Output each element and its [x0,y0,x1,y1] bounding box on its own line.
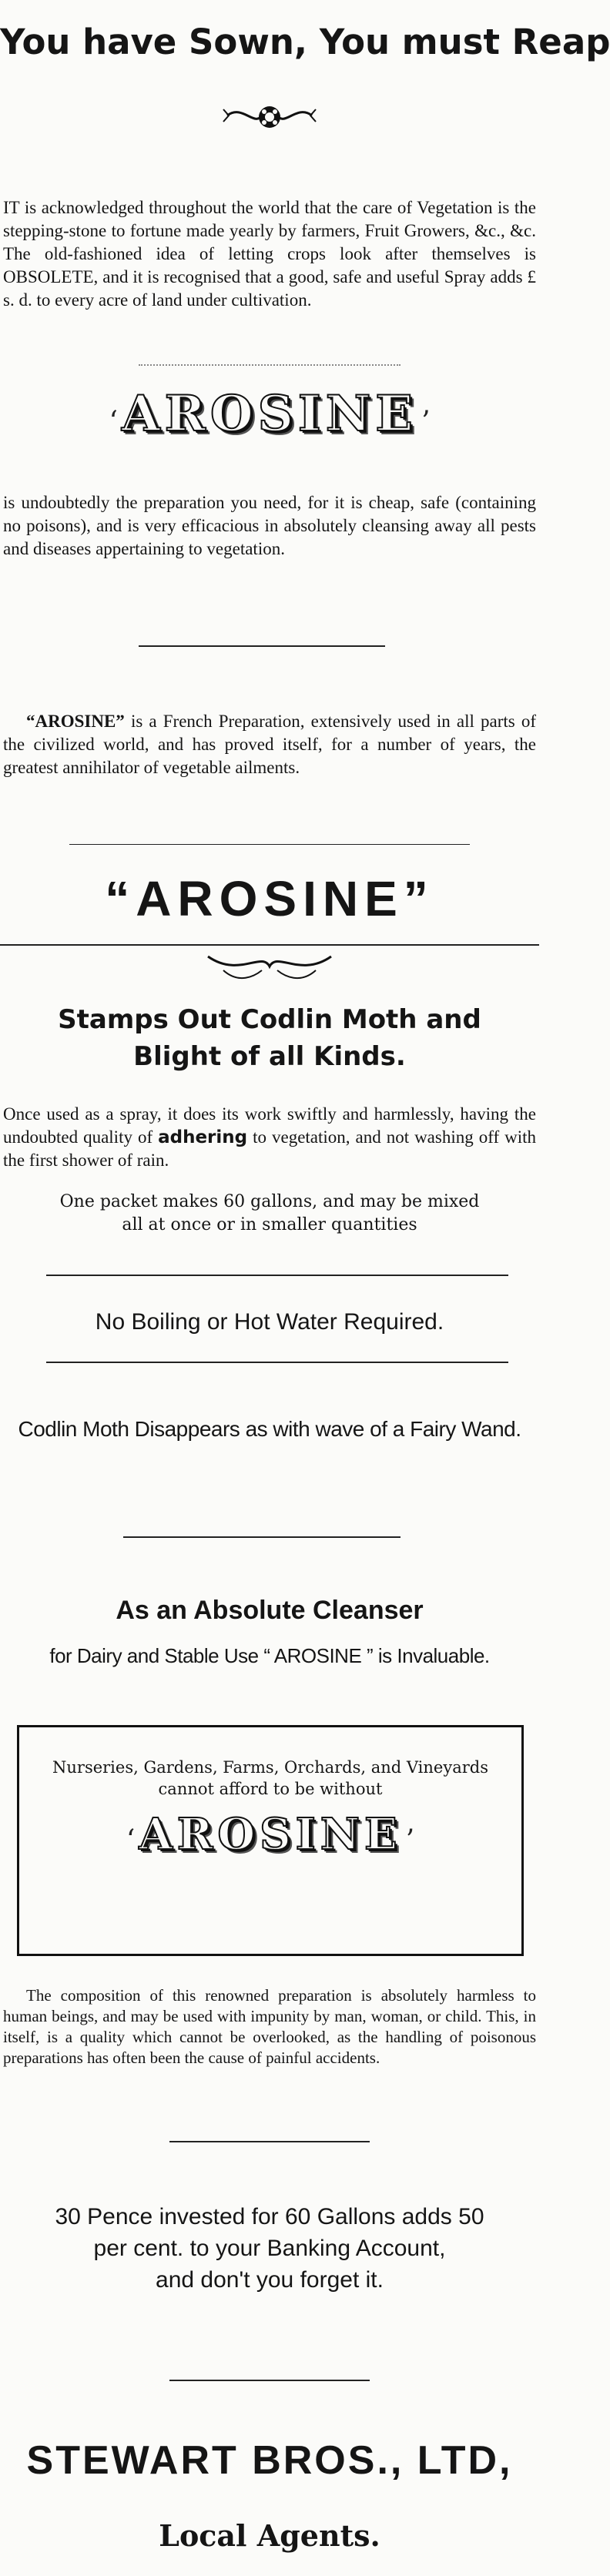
dairy-stable-line: for Dairy and Stable Use “ AROSINE ” is Invaluable. [49,1644,490,1667]
brand-logo-box: ‘ AROSINE ’ [126,1809,415,1860]
paragraph-composition: The composition of this renowned preparation is absolutely harmless to human beings, and may be used with impunity by man, woman, or child. This, in itself, is a quality which cannot be overlooked, as the handling of poisonous preparations has often been the cause of painful accidents. [3,1986,536,2067]
paragraph-french-preparation: “AROSINE” is a French Preparation, extensively used in all parts of the civilized world, and has proved itself, for a number of years, the greatest annihilator of vegetable ailments. [3,712,536,777]
intro-paragraph: IT is acknowledged throughout the world that the care of Vegetation is the stepping-stone to fortune made yearly by farmers, Fruit Growers, &c., &c. The old-fashioned idea of letting crops look after themselves is OBSOLETE, and it is recognised that a good, safe and useful Spray adds £ s. d. to every acre of land under cultivation. [3,198,536,310]
brand-name: AROSINE [139,1809,402,1860]
paragraph-spray: Once used as a spray, it does its work swiftly and harmlessly, having the undoubted quality of adhering to vegetation, and not washing off with the first shower of rain. [3,1104,536,1170]
nurseries-box [17,1725,524,1956]
absolute-cleanser-heading: As an Absolute Cleanser [116,1596,424,1625]
stamps-out-heading: Stamps Out Codlin Moth and Blight of all Kinds. [58,1004,481,1072]
divider [169,2141,370,2142]
agent-name: STEWART BROS., LTD, [26,2438,513,2483]
pence-line-3: and don't you forget it. [156,2267,384,2293]
no-boiling-line: No Boiling or Hot Water Required. [95,1309,444,1335]
agent-role: Local Agents. [159,2518,380,2553]
divider [46,1362,508,1363]
divider [139,364,401,366]
pence-line-2: per cent. to your Banking Account, [93,2236,446,2261]
box-line-1: Nurseries, Gardens, Farms, Orchards, and Vineyards [52,1758,488,1777]
divider [123,1536,401,1538]
divider [69,844,470,845]
paragraph-cheap-safe: is undoubtedly the preparation you need, for it is cheap, safe (containing no poisons), and is very efficacious in absolutely cleansing away all pests and diseases appertaining to vegetation. [3,493,536,558]
flourish-icon [193,947,347,986]
box-line-2: cannot afford to be without [158,1780,383,1798]
brand-heading: “AROSINE” [105,871,434,926]
packet-line-2: all at once or in smaller quantities [122,1215,417,1234]
codlin-moth-line: Codlin Moth Disappears as with wave of a Fairy Wand. [18,1417,521,1441]
headline: You have Sown, You must Reap [0,22,610,62]
divider [139,645,385,647]
packet-line-1: One packet makes 60 gallons, and may be mixed [59,1192,480,1211]
brand-logo: ‘ AROSINE ’ [109,385,431,443]
brand-name: AROSINE [121,385,418,443]
divider [0,944,539,946]
pence-line-1: 30 Pence invested for 60 Gallons adds 50 [55,2204,484,2229]
scroll-ornament-icon [220,100,320,134]
divider [169,2380,370,2381]
divider [46,1275,508,1276]
